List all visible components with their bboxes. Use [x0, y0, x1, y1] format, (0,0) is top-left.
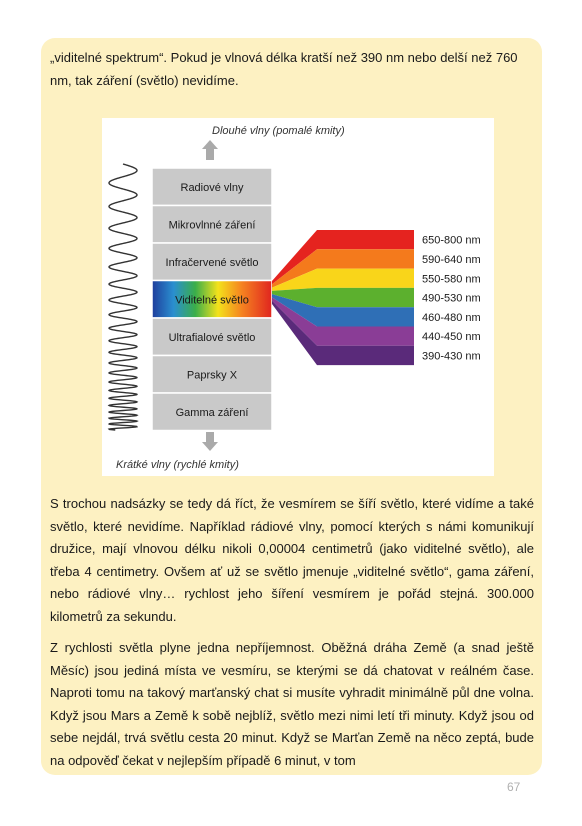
- wavelength-label-2: 550-580 nm: [422, 273, 481, 286]
- short-waves-caption: Krátké vlny (rychlé kmity): [116, 459, 239, 471]
- band-label-4: Ultrafialové světlo: [168, 331, 256, 344]
- band-label-0: Radiové vlny: [180, 181, 244, 194]
- arrow-down-icon: [202, 432, 218, 451]
- wavelength-label-0: 650-800 nm: [422, 234, 481, 247]
- spectrum-figure: [102, 118, 494, 476]
- band-label-1: Mikrovlnné záření: [168, 219, 256, 232]
- band-label-6: Gamma záření: [175, 406, 249, 419]
- arrow-up-icon: [202, 140, 218, 160]
- band-label-5: Paprsky X: [186, 369, 238, 382]
- band-label-2: Infračervené světlo: [165, 256, 259, 269]
- page-number: 67: [507, 780, 521, 794]
- spectrum-bands: [152, 168, 272, 431]
- wavelength-label-1: 590-640 nm: [422, 253, 481, 266]
- wavelength-label-6: 390-430 nm: [422, 350, 481, 363]
- paragraph-mars-chat: Z rychlosti světla plyne jedna nepříjemnost. Oběžná dráha Země (a snad ještě Měsíc) jsou jediná místa ve vesmíru, se kterými se dá chatovat v reálném čase. Naproti tomu na takový marťanský chat si musíte vyhradit minimálně půl dne volna. Když jsou Mars a Země k sobě nejblíž, světlo mezi nimi letí tři minuty. Když jsou od sebe nejdál, trvá světlu cesta 20 minut. Když se Marťan Země na něco zeptá, bude na odpověď čekat v nejlepším případě 6 minut, v tom: [50, 640, 534, 768]
- wavelength-label-4: 460-480 nm: [422, 311, 481, 324]
- wave-icon: [109, 164, 137, 430]
- wavelength-label-5: 440-450 nm: [422, 331, 481, 344]
- wavelength-label-3: 490-530 nm: [422, 292, 481, 305]
- long-waves-caption: Dlouhé vlny (pomalé kmity): [212, 125, 345, 137]
- paragraph-visible-invisible: S trochou nadsázky se tedy dá říct, že vesmírem se šíří světlo, které vidíme a také světlo, které nevidíme. Například rádiové vlny, pomocí kterých s námi komunikují družice, mají vlnovou délku nikoli 0,00004 centimetrů (jako viditelné světlo), ale třeba 4 centimetry. Ovšem ať už se světlo jmenuje „viditelné světlo“, gama záření, nebo rádiové vlny… rychlost jeho šíření vesmírem je pořád stejná. 300.000 kilometrů za sekundu.: [50, 496, 534, 624]
- visible-light-fan: [272, 230, 481, 365]
- paragraph-intro: „viditelné spektrum“. Pokud je vlnová délka kratší než 390 nm nebo delší než 760 nm, tak záření (světlo) nevidíme.: [50, 50, 518, 88]
- band-label-3: Viditelné světlo: [175, 294, 249, 307]
